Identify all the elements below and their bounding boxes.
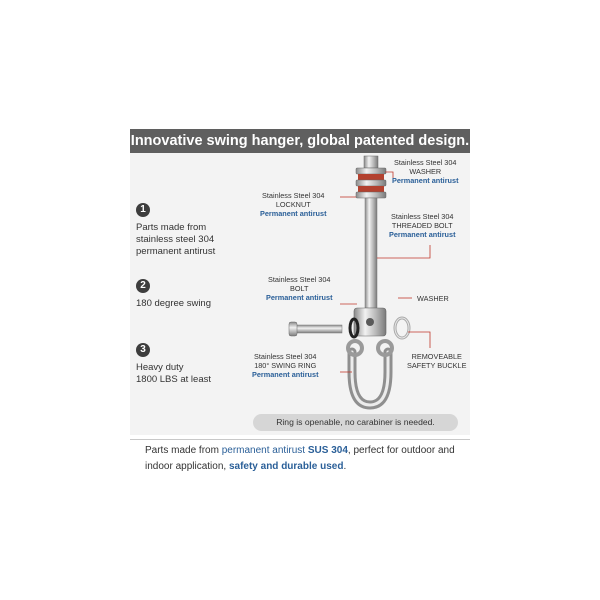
feature-text: Parts made from stainless steel 304 permanent antirust (136, 222, 216, 257)
desc-highlight-bold: safety and durable used (228, 461, 344, 472)
label-swing-ring (252, 352, 319, 379)
label-line: Permanent antirust (252, 370, 319, 379)
label-threaded-bolt (389, 212, 456, 239)
threaded-bolt-rod (365, 198, 377, 308)
label-line: SAFETY BUCKLE (407, 361, 467, 370)
label-washer-top (392, 158, 459, 185)
label-line: Permanent antirust (260, 209, 327, 218)
desc-part: . (343, 461, 347, 472)
label-line: BOLT (289, 284, 309, 293)
banner-title: Innovative swing hanger, global patented design. (130, 129, 470, 153)
label-line: Permanent antirust (266, 293, 333, 302)
divider (130, 439, 470, 440)
label-line: LOCKNUT (275, 200, 311, 209)
desc-highlight: permanent antirust (221, 445, 306, 456)
feature-text: 180 degree swing (136, 298, 211, 309)
feature-1 (136, 203, 246, 258)
label-safety-buckle (407, 352, 466, 370)
top-nut-assembly (356, 156, 386, 198)
label-washer-side (417, 294, 449, 303)
feature-2 (136, 279, 246, 310)
feature-number-badge: 1 (136, 203, 150, 217)
label-line: WASHER (409, 167, 442, 176)
label-line: WASHER (417, 294, 449, 303)
feature-number-badge: 2 (136, 279, 150, 293)
label-line: Stainless Steel 304 (268, 275, 331, 284)
feature-number-badge: 3 (136, 343, 150, 357)
label-line: Stainless Steel 304 (391, 212, 454, 221)
label-line: THREADED BOLT (391, 221, 453, 230)
desc-part: , perfect for outdoor and indoor application, (145, 445, 455, 472)
bottom-description (145, 443, 465, 475)
feature-text: Heavy duty 1800 LBS at least (136, 362, 211, 385)
label-locknut (260, 191, 327, 218)
desc-part: Parts made from (145, 445, 222, 456)
bolt-pin (289, 322, 342, 336)
label-bolt (266, 275, 333, 302)
label-line: 180° SWING RING (254, 361, 317, 370)
desc-highlight-bold: SUS 304 (307, 445, 348, 456)
label-line: Stainless Steel 304 (254, 352, 317, 361)
swing-ring (348, 341, 392, 405)
label-line: Stainless Steel 304 (394, 158, 457, 167)
label-line: REMOVEABLE (411, 352, 462, 361)
ring-openable-note: Ring is openable, no carabiner is needed. (253, 414, 458, 431)
label-line: Stainless Steel 304 (262, 191, 325, 200)
label-line: Permanent antirust (389, 230, 456, 239)
feature-3 (136, 343, 246, 386)
label-line: Permanent antirust (392, 176, 459, 185)
